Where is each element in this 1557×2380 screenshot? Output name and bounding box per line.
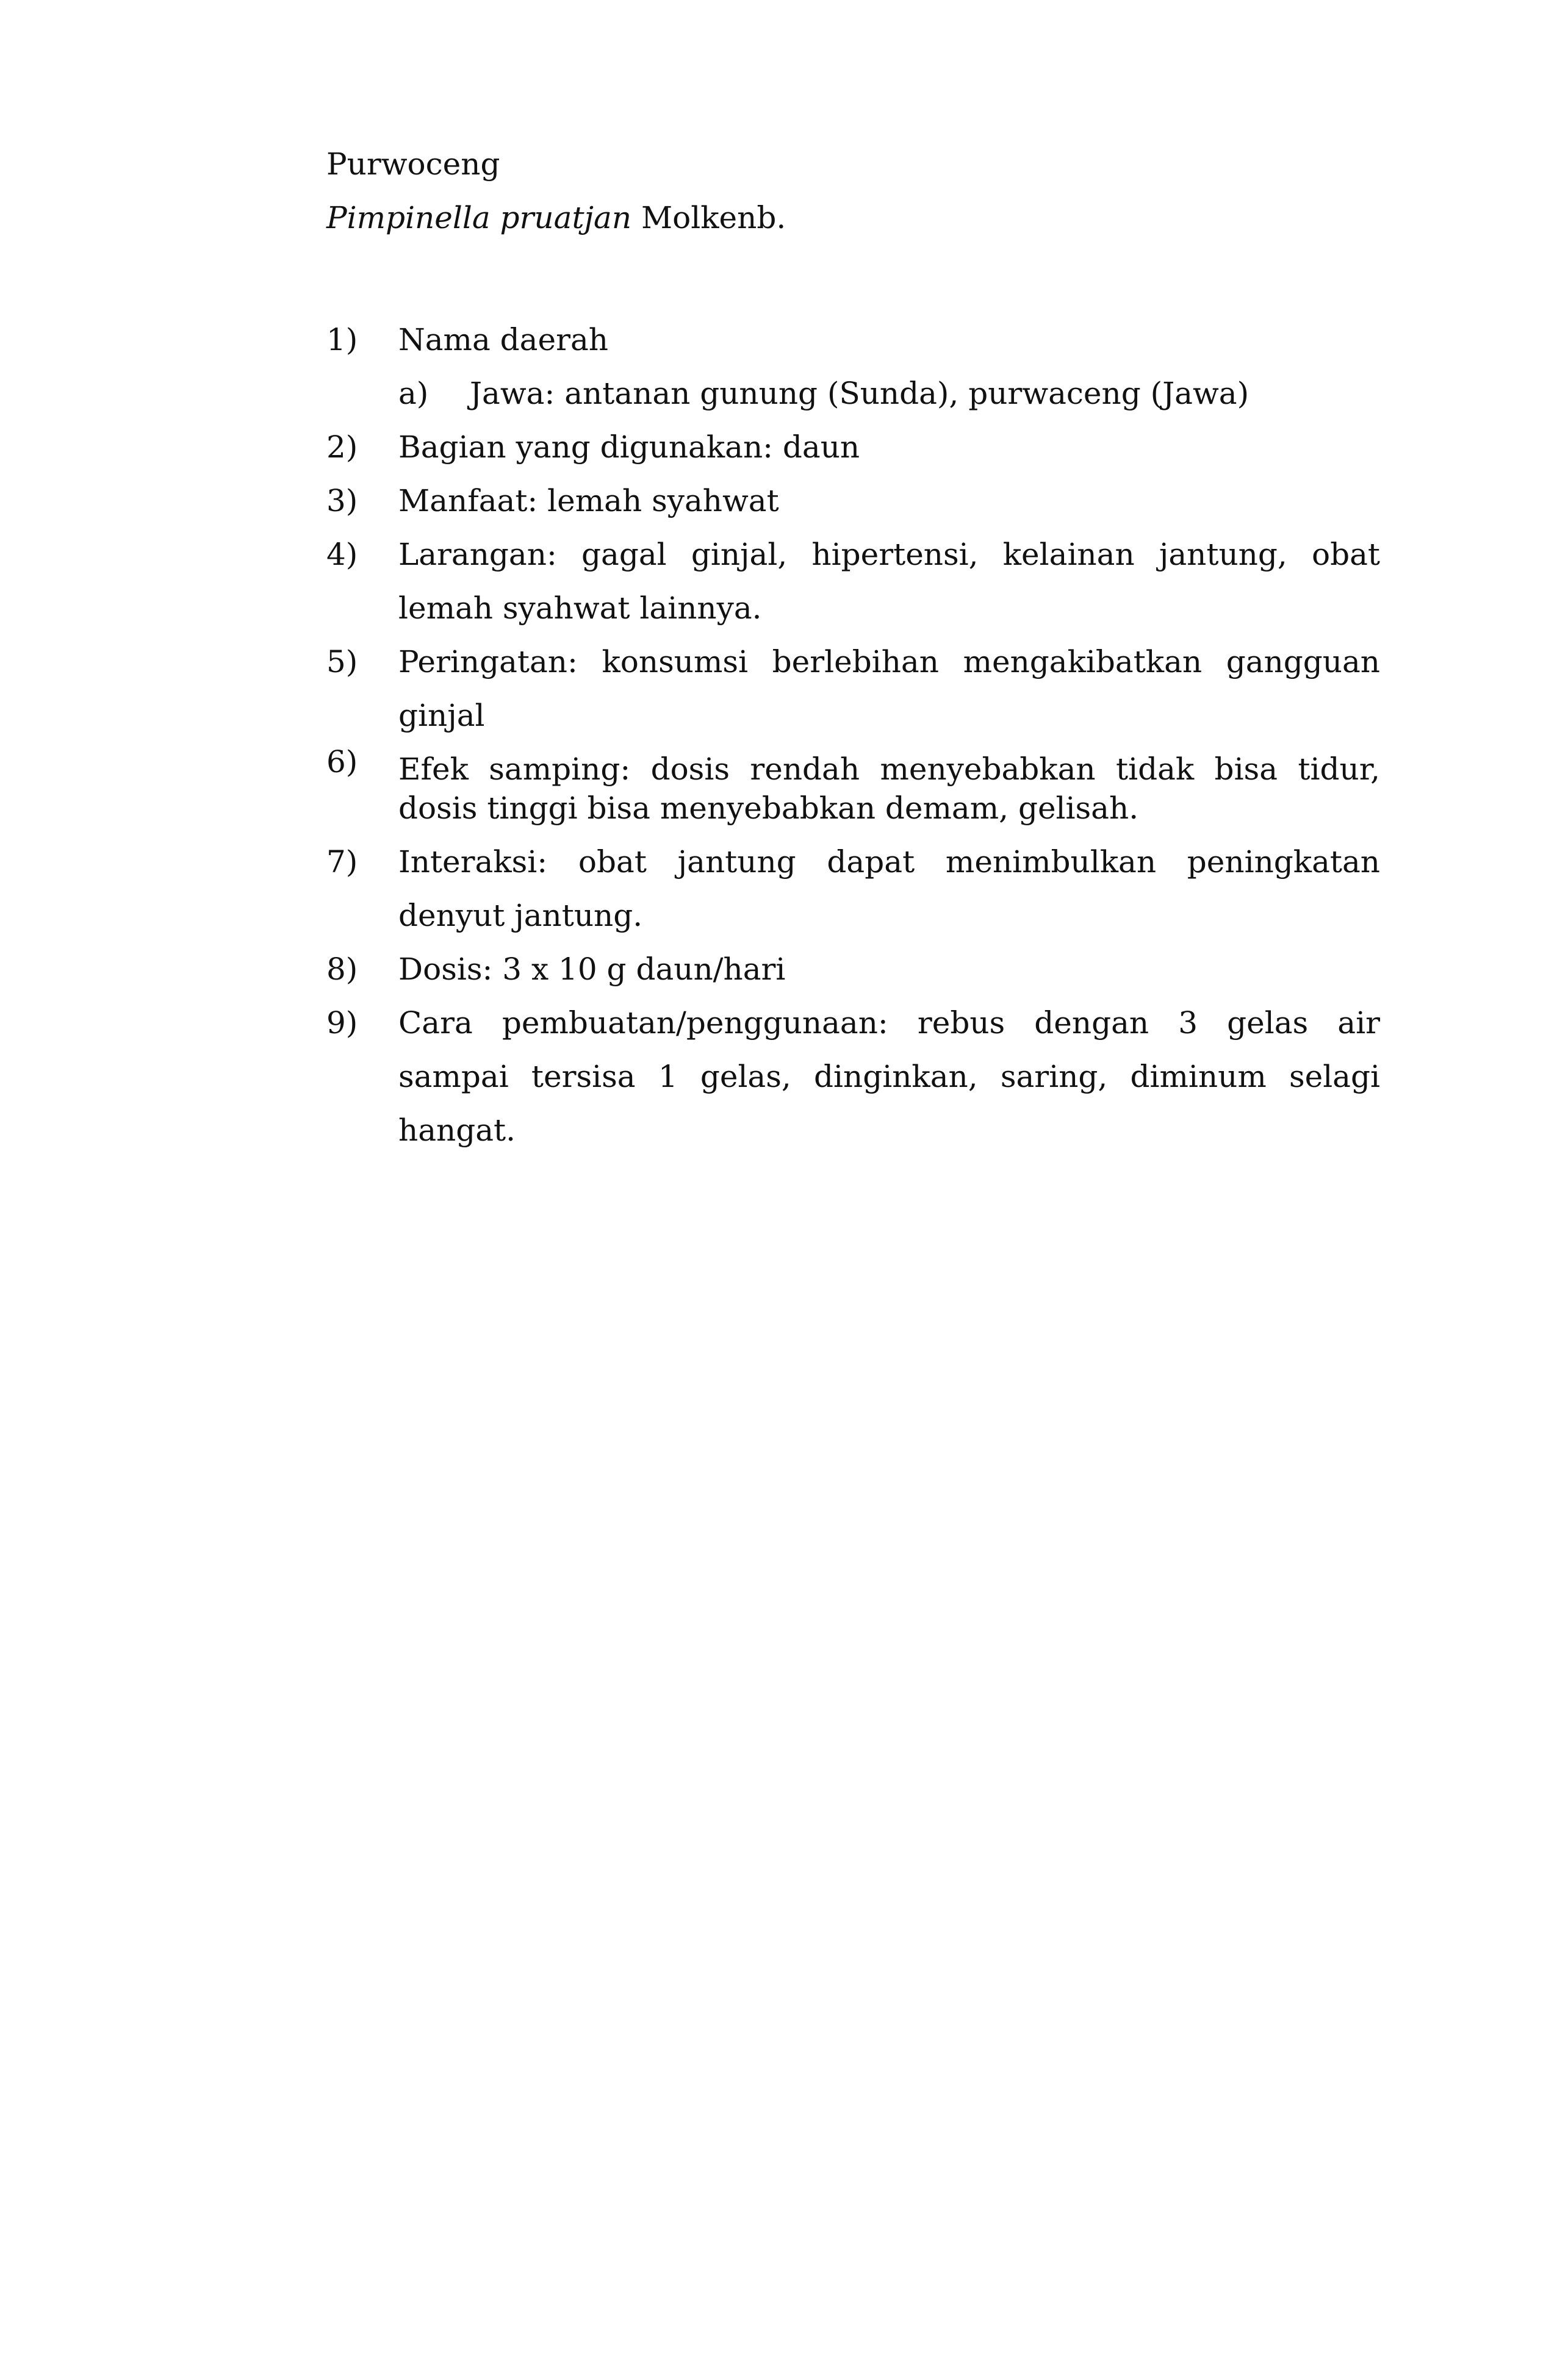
scientific-author: Molkenb. [641,200,786,235]
common-name: Purwoceng [326,146,500,182]
sub-item-jawa [326,367,1380,420]
item-text: Interaksi: obat jantung dapat menimbulkan peningkatan denyut jantung. [398,844,1380,933]
scientific-name [326,191,1380,245]
item-text: Dosis: 3 x 10 g daun/hari [398,952,786,987]
item-text: Peringatan: konsumsi berlebihan mengakibatkan gangguan ginjal [398,644,1380,733]
list-item-cara-pembuatan [326,996,1380,1157]
item-number: 2) [326,429,358,465]
item-number: 5) [326,644,358,679]
list-item-peringatan [326,635,1380,742]
item-number: 3) [326,483,358,518]
item-number: 9) [326,1005,358,1041]
sub-item-text: Jawa: antanan gunung (Sunda), purwaceng (Jawa) [470,376,1250,411]
list-item-efek-samping [326,742,1380,835]
item-number: 1) [326,322,358,357]
item-text: Larangan: gagal ginjal, hipertensi, kelainan jantung, obat lemah syahwat lainnya. [398,537,1380,626]
item-text: Manfaat: lemah syahwat [398,483,779,518]
list-item-bagian [326,420,1380,474]
list-item-larangan [326,528,1380,635]
document-content [326,137,1380,1157]
monograph-list [326,313,1380,1157]
list-item-manfaat [326,474,1380,528]
sub-item-letter: a) [398,376,429,411]
item-number: 4) [326,537,358,572]
item-text: Nama daerah [398,322,608,357]
item-number: 7) [326,844,358,880]
item-number: 8) [326,952,358,987]
list-item-interaksi [326,835,1380,942]
scientific-genus-species: Pimpinella pruatjan [326,200,632,235]
item-text: Bagian yang digunakan: daun [398,429,860,465]
item-text: Cara pembuatan/penggunaan: rebus dengan 3 gelas air sampai tersisa 1 gelas, dinginkan, saring, diminum selagi hangat. [398,1005,1380,1148]
item-number: 6) [326,744,358,780]
list-item-dosis [326,942,1380,996]
list-item-nama-daerah [326,313,1380,367]
item-text: Efek samping: dosis rendah menyebabkan tidak bisa tidur, dosis tinggi bisa menyebabkan demam, gelisah. [398,751,1380,826]
